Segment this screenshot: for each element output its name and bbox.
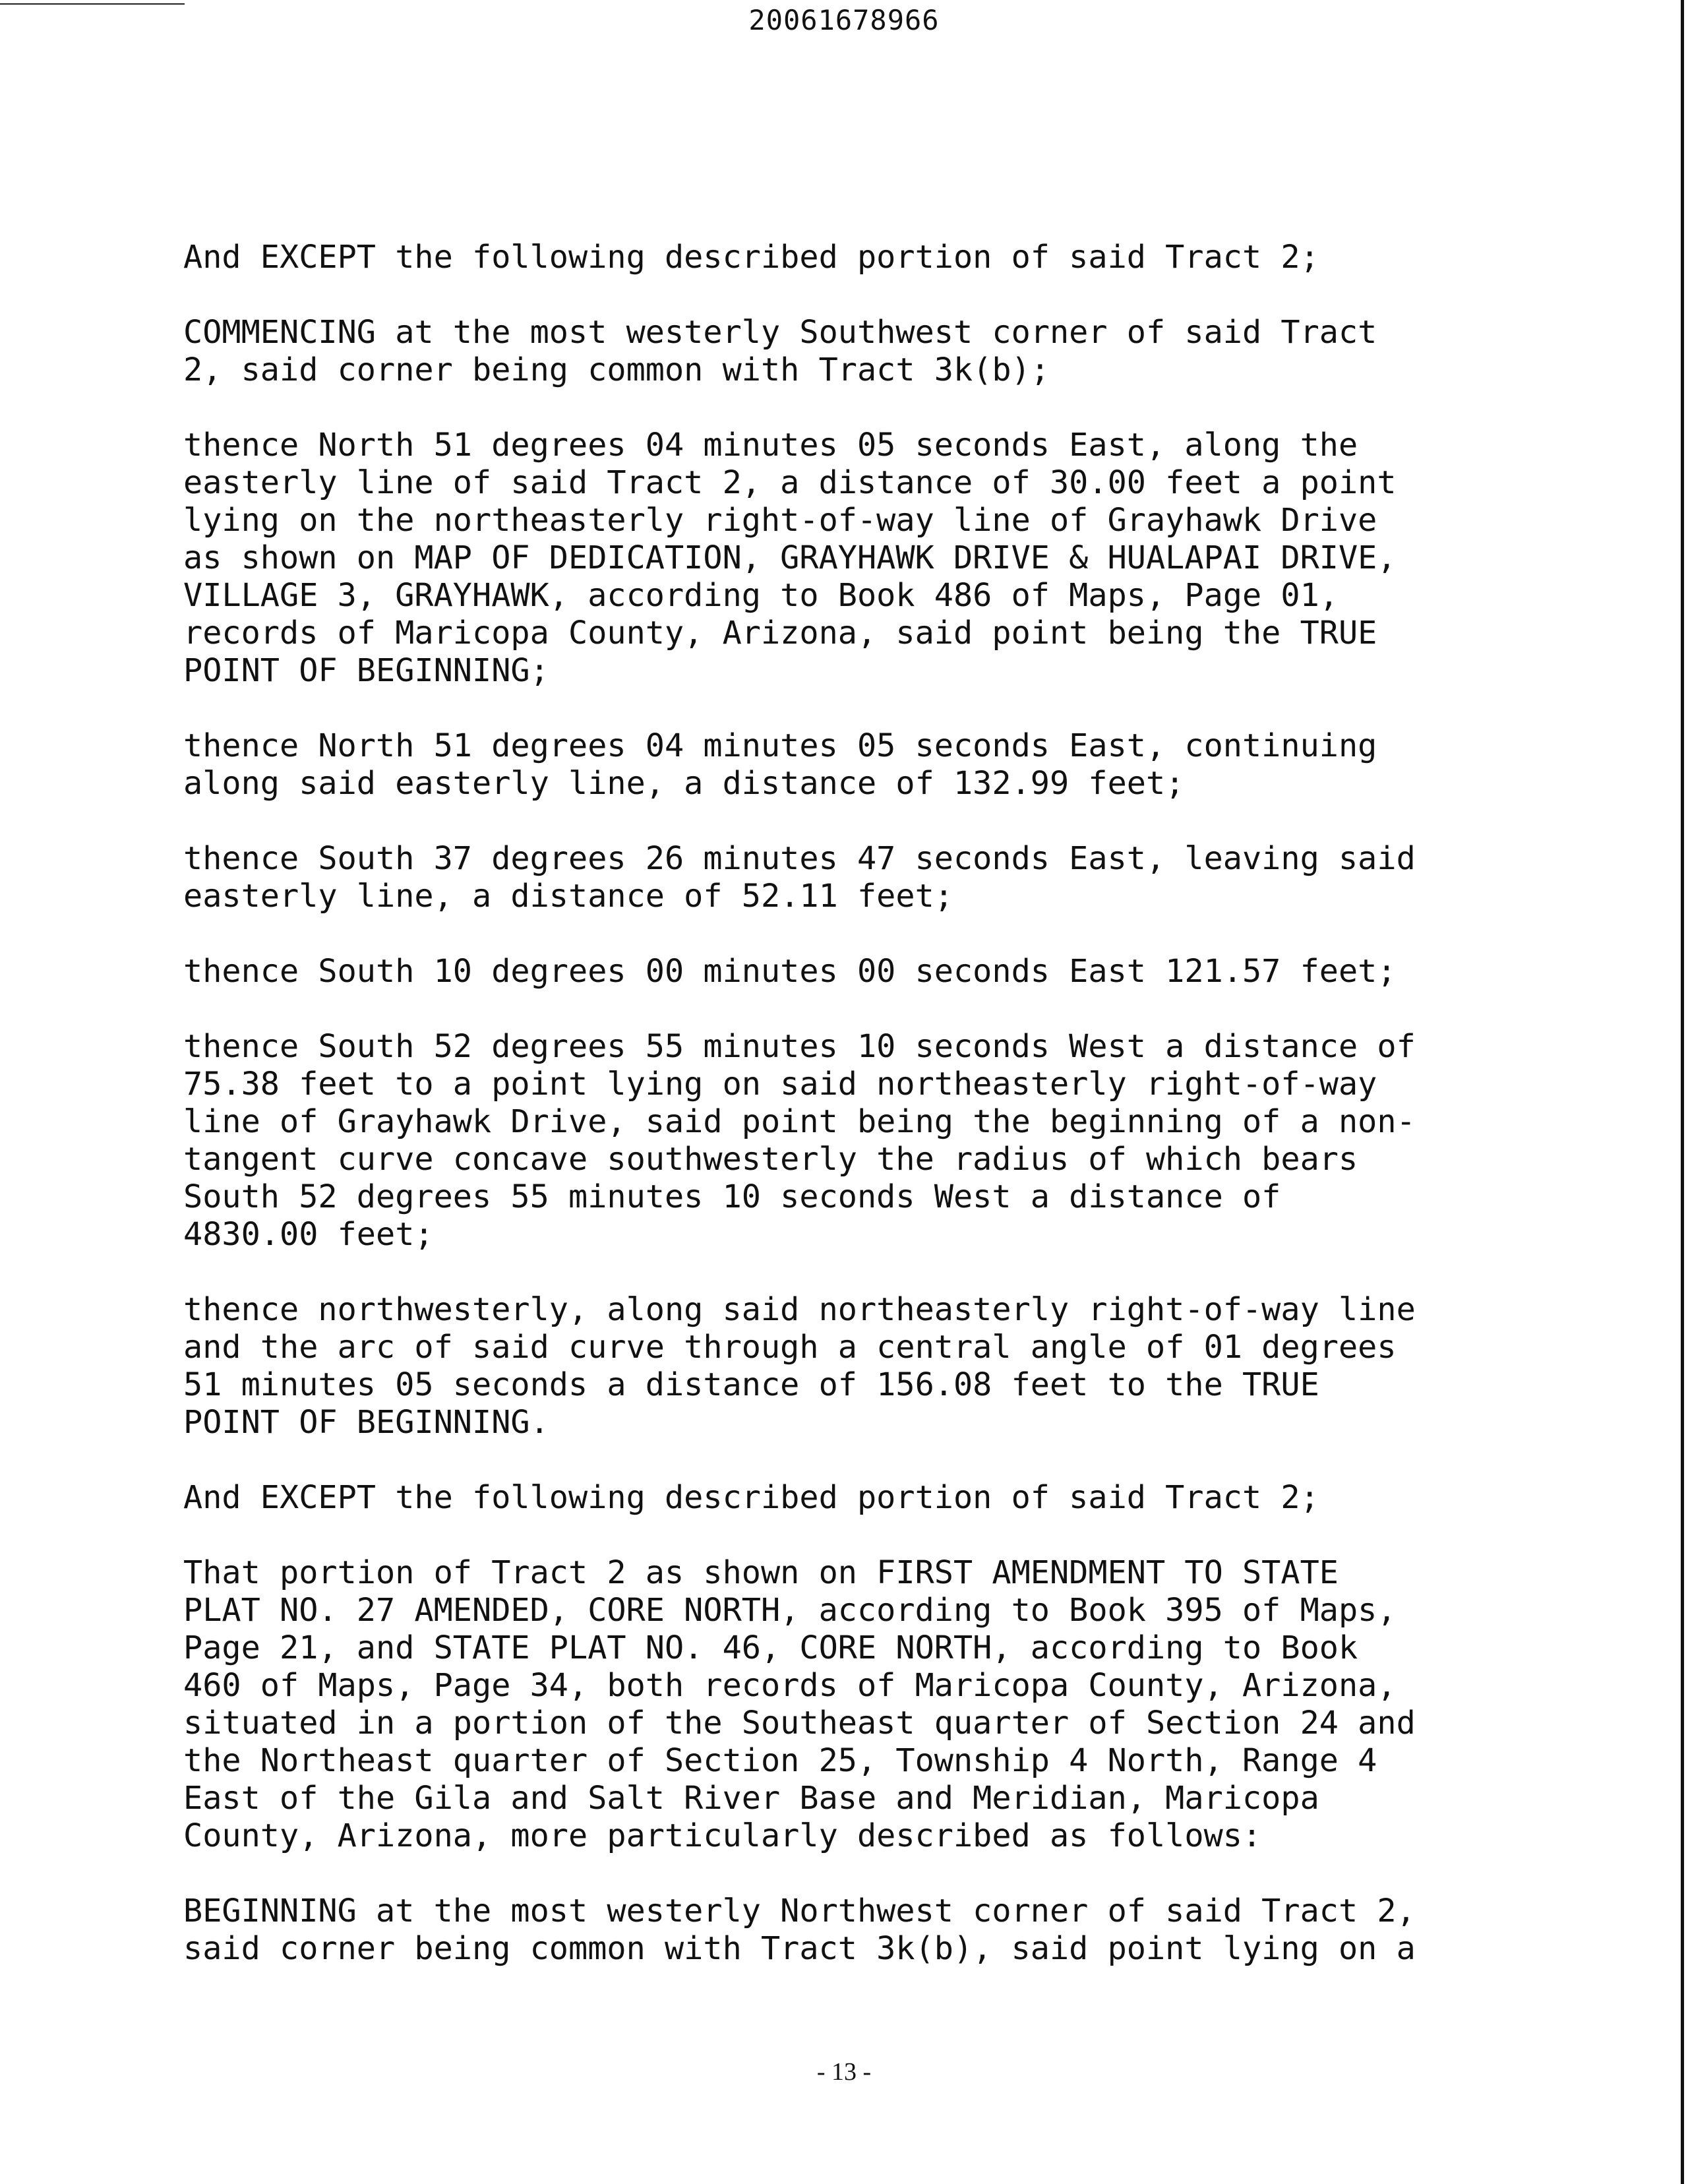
text-line: South 52 degrees 55 minutes 10 seconds West a distance of xyxy=(183,1178,1281,1215)
text-line: 460 of Maps, Page 34, both records of Maricopa County, Arizona, xyxy=(183,1667,1397,1704)
text-line: PLAT NO. 27 AMENDED, CORE NORTH, according to Book 395 of Maps, xyxy=(183,1592,1397,1629)
text-line: the Northeast quarter of Section 25, Township 4 North, Range 4 xyxy=(183,1742,1377,1779)
paragraph xyxy=(183,953,1660,990)
text-line: thence North 51 degrees 04 minutes 05 seconds East, along the xyxy=(183,427,1358,464)
text-line: COMMENCING at the most westerly Southwest corner of said Tract xyxy=(183,314,1377,351)
text-line: lying on the northeasterly right-of-way line of Grayhawk Drive xyxy=(183,502,1377,539)
paragraph xyxy=(183,840,1660,915)
paragraph xyxy=(183,239,1660,276)
text-line: thence South 37 degrees 26 minutes 47 seconds East, leaving said xyxy=(183,840,1416,877)
text-line: 75.38 feet to a point lying on said northeasterly right-of-way xyxy=(183,1066,1377,1103)
text-line: POINT OF BEGINNING. xyxy=(183,1404,549,1441)
text-line: easterly line, a distance of 52.11 feet; xyxy=(183,878,953,915)
text-line: as shown on MAP OF DEDICATION, GRAYHAWK DRIVE & HUALAPAI DRIVE, xyxy=(183,539,1397,576)
text-line: POINT OF BEGINNING; xyxy=(183,652,549,689)
text-line: And EXCEPT the following described portion of said Tract 2; xyxy=(183,239,1319,276)
text-line: thence South 10 degrees 00 minutes 00 seconds East 121.57 feet; xyxy=(183,953,1397,990)
paragraph xyxy=(183,1028,1660,1254)
paragraph xyxy=(183,1893,1660,1968)
text-line: records of Maricopa County, Arizona, said point being the TRUE xyxy=(183,615,1377,652)
text-line: tangent curve concave southwesterly the radius of which bears xyxy=(183,1141,1358,1178)
text-line: East of the Gila and Salt River Base and Meridian, Maricopa xyxy=(183,1780,1319,1817)
document-number: 20061678966 xyxy=(748,4,940,36)
paragraph xyxy=(183,314,1660,389)
text-line: said corner being common with Tract 3k(b), said point lying on a xyxy=(183,1930,1416,1967)
text-line: and the arc of said curve through a central angle of 01 degrees xyxy=(183,1329,1397,1366)
scan-right-edge xyxy=(1681,0,1684,2184)
text-line: That portion of Tract 2 as shown on FIRST AMENDMENT TO STATE xyxy=(183,1554,1339,1591)
text-line: VILLAGE 3, GRAYHAWK, according to Book 486 of Maps, Page 01, xyxy=(183,577,1339,614)
paragraph xyxy=(183,1554,1660,1855)
paragraph xyxy=(183,1291,1660,1441)
text-line: along said easterly line, a distance of 132.99 feet; xyxy=(183,765,1185,802)
page-number: - 13 - xyxy=(816,2058,872,2086)
text-line: 51 minutes 05 seconds a distance of 156.08 feet to the TRUE xyxy=(183,1366,1319,1403)
text-line: Page 21, and STATE PLAT NO. 46, CORE NORTH, according to Book xyxy=(183,1629,1358,1666)
text-line: thence South 52 degrees 55 minutes 10 seconds West a distance of xyxy=(183,1028,1416,1065)
paragraph xyxy=(183,1479,1660,1517)
paragraph xyxy=(183,727,1660,803)
text-line: situated in a portion of the Southeast quarter of Section 24 and xyxy=(183,1705,1416,1742)
text-line: 2, said corner being common with Tract 3k(b); xyxy=(183,351,1050,388)
text-line: BEGINNING at the most westerly Northwest corner of said Tract 2, xyxy=(183,1893,1416,1929)
paragraph xyxy=(183,427,1660,690)
text-line: thence northwesterly, along said northeasterly right-of-way line xyxy=(183,1291,1416,1328)
text-line: 4830.00 feet; xyxy=(183,1216,434,1253)
text-line: County, Arizona, more particularly described as follows: xyxy=(183,1817,1262,1854)
text-line: easterly line of said Tract 2, a distance of 30.00 feet a point xyxy=(183,464,1397,501)
text-line: line of Grayhawk Drive, said point being the beginning of a non- xyxy=(183,1103,1416,1140)
legal-description-body xyxy=(183,239,1660,2005)
text-line: And EXCEPT the following described portion of said Tract 2; xyxy=(183,1479,1319,1516)
text-line: thence North 51 degrees 04 minutes 05 seconds East, continuing xyxy=(183,727,1377,764)
